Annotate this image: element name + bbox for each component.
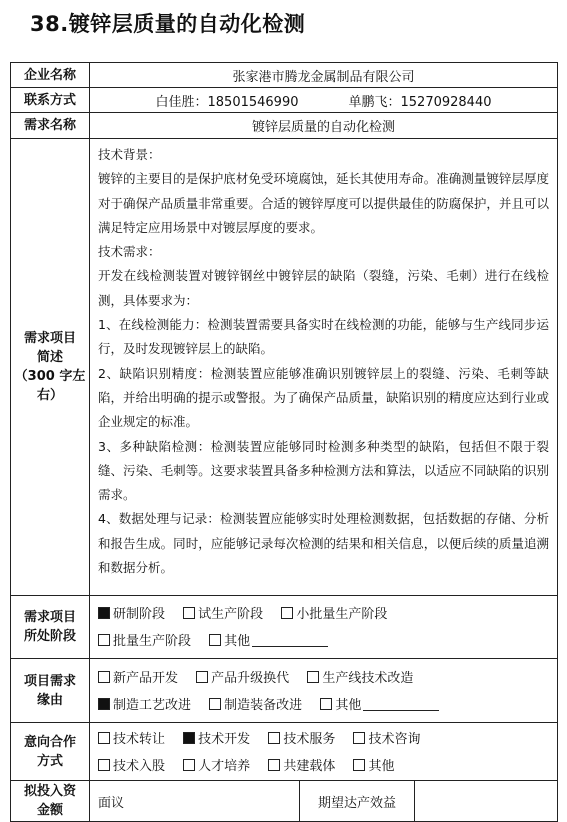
cooperation-option[interactable]: 人才培养	[183, 753, 250, 780]
checkbox-icon[interactable]	[268, 732, 280, 744]
checkbox-icon[interactable]	[98, 607, 110, 619]
reason-options	[90, 659, 558, 723]
reason-option[interactable]: 制造工艺改进	[98, 692, 191, 719]
page-title: 38.镀锌层质量的自动化检测	[30, 12, 306, 36]
reason-line-1	[98, 665, 557, 692]
cooperation-option[interactable]: 技术入股	[98, 753, 165, 780]
stage-option[interactable]: 批量生产阶段	[98, 628, 191, 655]
reason-option[interactable]: 制造装备改进	[209, 692, 302, 719]
desc-paragraph: 3、多种缺陷检测：检测装置应能够同时检测多种类型的缺陷，包括但不限于裂缝、污染、毛刺等。这要求装置具备多种检测方法和算法，以适应不同缺陷的识别需求。	[98, 438, 550, 503]
cooperation-option[interactable]: 技术开发	[183, 726, 250, 753]
demand-name-label: 需求名称	[11, 113, 90, 139]
checkbox-icon[interactable]	[353, 732, 365, 744]
desc-paragraph: 1、在线检测能力：检测装置需要具备实时在线检测的功能，能够与生产线同步运行，及时发现镀锌层上的缺陷。	[98, 317, 550, 357]
stage-option-other[interactable]: 其他	[209, 628, 328, 655]
cooperation-option[interactable]: 共建载体	[268, 753, 335, 780]
reason-option-other[interactable]: 其他	[320, 692, 439, 719]
contact-person-1: 白佳胜：18501546990	[155, 94, 299, 110]
stage-line-1	[98, 601, 557, 628]
cooperation-line-2	[98, 753, 557, 780]
description-label: 需求项目 简述 （300 字左 右）	[11, 139, 90, 596]
reason-line-2	[98, 692, 557, 719]
demand-name-row	[11, 113, 558, 139]
checkbox-icon[interactable]	[196, 671, 208, 683]
investment-value: 面议	[90, 781, 300, 822]
cooperation-option[interactable]: 技术转让	[98, 726, 165, 753]
stage-line-2	[98, 628, 557, 655]
benefit-value[interactable]	[415, 781, 558, 822]
checkbox-icon[interactable]	[98, 671, 110, 683]
stage-row	[11, 596, 558, 659]
checkbox-icon[interactable]	[98, 732, 110, 744]
company-row	[11, 63, 558, 88]
checkbox-icon[interactable]	[209, 698, 221, 710]
desc-paragraph: 4、数据处理与记录：检测装置应能够实时处理检测数据，包括数据的存储、分析和报告生成。同时，应能够记录每次检测的结果和相关信息，以便后续的质量追溯和数据分析。	[98, 511, 550, 576]
demand-form-table	[10, 62, 558, 822]
contact-person-2: 单鹏飞：15270928440	[348, 94, 492, 110]
reason-option[interactable]: 新产品开发	[98, 665, 178, 692]
cooperation-label: 意向合作 方式	[11, 723, 90, 781]
investment-row	[11, 781, 558, 822]
checkbox-icon[interactable]	[98, 759, 110, 771]
contact-value	[90, 88, 558, 113]
checkbox-icon[interactable]	[209, 634, 221, 646]
other-blank-line[interactable]	[252, 646, 328, 647]
other-blank-line[interactable]	[363, 710, 439, 711]
desc-paragraph: 镀锌的主要目的是保护底材免受环境腐蚀，延长其使用寿命。准确测量镀锌层厚度对于确保产品质量非常重要。合适的镀锌厚度可以提供最佳的防腐保护，并且可以满足特定应用场景中对镀层厚度的要求。	[98, 171, 550, 235]
stage-options	[90, 596, 558, 659]
checkbox-icon[interactable]	[183, 732, 195, 744]
checkbox-icon[interactable]	[268, 759, 280, 771]
cooperation-row	[11, 723, 558, 781]
checkbox-icon[interactable]	[98, 698, 110, 710]
desc-paragraph: 技术需求：	[98, 244, 161, 260]
contact-row	[11, 88, 558, 113]
stage-label: 需求项目 所处阶段	[11, 596, 90, 659]
checkbox-icon[interactable]	[183, 759, 195, 771]
checkbox-icon[interactable]	[281, 607, 293, 619]
cooperation-line-1	[98, 726, 557, 753]
reason-row	[11, 659, 558, 723]
cooperation-option[interactable]: 其他	[353, 753, 394, 780]
description-text	[90, 139, 558, 596]
demand-name-value: 镀锌层质量的自动化检测	[90, 113, 558, 139]
cooperation-options	[90, 723, 558, 781]
reason-label: 项目需求 缘由	[11, 659, 90, 723]
benefit-label: 期望达产效益	[300, 781, 415, 822]
checkbox-icon[interactable]	[183, 607, 195, 619]
company-value: 张家港市腾龙金属制品有限公司	[90, 63, 558, 88]
checkbox-icon[interactable]	[98, 634, 110, 646]
desc-paragraph: 2、缺陷识别精度：检测装置应能够准确识别镀锌层上的裂缝、污染、毛刺等缺陷，并给出明确的提示或警报。为了确保产品质量，缺陷识别的精度应达到行业或企业规定的标准。	[98, 365, 550, 430]
cooperation-option[interactable]: 技术服务	[268, 726, 335, 753]
cooperation-option[interactable]: 技术咨询	[353, 726, 420, 753]
desc-paragraph: 技术背景：	[98, 147, 161, 162]
description-row	[11, 139, 558, 596]
desc-paragraph: 开发在线检测装置对镀锌钢丝中镀锌层的缺陷（裂缝，污染、毛刺）进行在线检测，具体要求为：	[98, 268, 550, 308]
reason-option[interactable]: 生产线技术改造	[307, 665, 413, 692]
stage-option[interactable]: 研制阶段	[98, 601, 165, 628]
investment-label: 拟投入资 金额	[11, 781, 90, 822]
company-label: 企业名称	[11, 63, 90, 88]
reason-option[interactable]: 产品升级换代	[196, 665, 289, 692]
stage-option[interactable]: 试生产阶段	[183, 601, 263, 628]
stage-option[interactable]: 小批量生产阶段	[281, 601, 387, 628]
checkbox-icon[interactable]	[320, 698, 332, 710]
checkbox-icon[interactable]	[353, 759, 365, 771]
contact-label: 联系方式	[11, 88, 90, 113]
checkbox-icon[interactable]	[307, 671, 319, 683]
